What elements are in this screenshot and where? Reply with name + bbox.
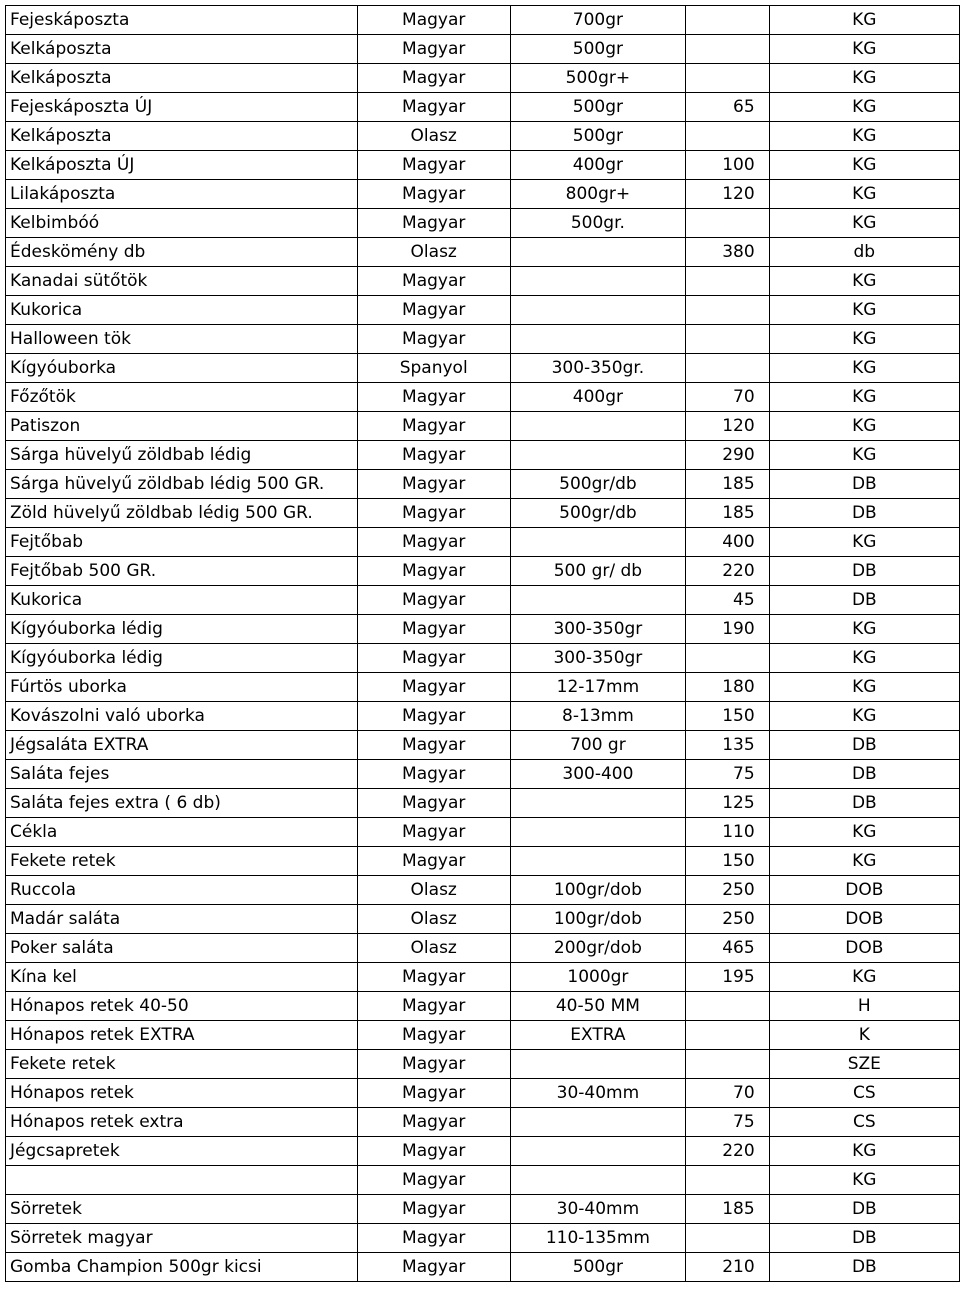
cell-size: 300-400 [510, 760, 685, 789]
cell-unit: KG [769, 122, 959, 151]
cell-unit: KG [769, 847, 959, 876]
cell-unit: KG [769, 64, 959, 93]
cell-price: 65 [686, 93, 770, 122]
cell-unit: KG [769, 151, 959, 180]
cell-name: Fekete retek [6, 1050, 358, 1079]
cell-size: 1000gr [510, 963, 685, 992]
cell-unit: DB [769, 557, 959, 586]
cell-unit: K [769, 1021, 959, 1050]
cell-size: 400gr [510, 151, 685, 180]
table-row [6, 963, 960, 992]
cell-size: 400gr [510, 383, 685, 412]
cell-origin: Magyar [357, 760, 510, 789]
table-row [6, 905, 960, 934]
cell-size: 500gr [510, 1253, 685, 1282]
cell-unit: DB [769, 1195, 959, 1224]
cell-origin: Magyar [357, 1021, 510, 1050]
cell-origin: Olasz [357, 238, 510, 267]
cell-price: 465 [686, 934, 770, 963]
table-row [6, 1137, 960, 1166]
table-row [6, 470, 960, 499]
cell-unit: KG [769, 180, 959, 209]
cell-unit: DOB [769, 905, 959, 934]
cell-price: 380 [686, 238, 770, 267]
table-row [6, 1021, 960, 1050]
cell-unit: KG [769, 644, 959, 673]
table-row [6, 412, 960, 441]
cell-unit: KG [769, 354, 959, 383]
cell-unit: DB [769, 470, 959, 499]
cell-size [510, 789, 685, 818]
cell-price [686, 325, 770, 354]
cell-origin: Magyar [357, 64, 510, 93]
cell-origin: Magyar [357, 1108, 510, 1137]
cell-name: Kelkáposzta [6, 35, 358, 64]
cell-price: 45 [686, 586, 770, 615]
cell-unit: KG [769, 441, 959, 470]
table-row [6, 267, 960, 296]
cell-unit: KG [769, 615, 959, 644]
cell-origin: Magyar [357, 441, 510, 470]
cell-name: Kelbimbóó [6, 209, 358, 238]
cell-origin: Magyar [357, 673, 510, 702]
cell-price [686, 1021, 770, 1050]
cell-name: Fejtőbab 500 GR. [6, 557, 358, 586]
cell-size [510, 586, 685, 615]
cell-unit: KG [769, 673, 959, 702]
table-row [6, 238, 960, 267]
cell-price [686, 644, 770, 673]
cell-name: Sörretek [6, 1195, 358, 1224]
cell-unit: KG [769, 818, 959, 847]
table-row [6, 876, 960, 905]
cell-size: 500gr+ [510, 64, 685, 93]
table-row [6, 615, 960, 644]
cell-price: 150 [686, 847, 770, 876]
cell-origin: Magyar [357, 992, 510, 1021]
cell-origin: Olasz [357, 905, 510, 934]
cell-unit: KG [769, 325, 959, 354]
cell-name: Patiszon [6, 412, 358, 441]
cell-origin: Magyar [357, 963, 510, 992]
table-row [6, 1253, 960, 1282]
cell-name: Kukorica [6, 296, 358, 325]
cell-price: 220 [686, 557, 770, 586]
cell-name: Jégsaláta EXTRA [6, 731, 358, 760]
table-row [6, 731, 960, 760]
cell-name: Kovászolni való uborka [6, 702, 358, 731]
cell-origin: Magyar [357, 1253, 510, 1282]
cell-price [686, 1050, 770, 1079]
cell-size: 12-17mm [510, 673, 685, 702]
cell-unit: KG [769, 267, 959, 296]
table-row [6, 6, 960, 35]
cell-size: EXTRA [510, 1021, 685, 1050]
cell-name: Kelkáposzta [6, 122, 358, 151]
table-row [6, 934, 960, 963]
cell-origin: Olasz [357, 876, 510, 905]
cell-origin: Magyar [357, 702, 510, 731]
cell-price [686, 6, 770, 35]
cell-unit: DB [769, 760, 959, 789]
price-list-table [5, 5, 960, 1282]
cell-origin: Magyar [357, 1050, 510, 1079]
cell-name: Édeskömény db [6, 238, 358, 267]
cell-size: 500gr. [510, 209, 685, 238]
cell-origin: Magyar [357, 35, 510, 64]
cell-name: Jégcsapretek [6, 1137, 358, 1166]
cell-unit: CS [769, 1079, 959, 1108]
cell-name: Fúrtös uborka [6, 673, 358, 702]
cell-origin: Magyar [357, 325, 510, 354]
cell-origin: Magyar [357, 151, 510, 180]
cell-price: 70 [686, 1079, 770, 1108]
cell-origin: Magyar [357, 209, 510, 238]
cell-name: Zöld hüvelyű zöldbab lédig 500 GR. [6, 499, 358, 528]
cell-size [510, 847, 685, 876]
table-row [6, 64, 960, 93]
cell-name: Fejeskáposzta ÚJ [6, 93, 358, 122]
table-row [6, 818, 960, 847]
cell-unit: DB [769, 499, 959, 528]
cell-price [686, 64, 770, 93]
cell-name: Hónapos retek extra [6, 1108, 358, 1137]
cell-price [686, 354, 770, 383]
table-row [6, 1050, 960, 1079]
table-row [6, 528, 960, 557]
cell-name: Fejtőbab [6, 528, 358, 557]
cell-unit: KG [769, 296, 959, 325]
cell-size [510, 1050, 685, 1079]
cell-unit: KG [769, 209, 959, 238]
cell-size [510, 1166, 685, 1195]
cell-unit: DB [769, 586, 959, 615]
cell-unit: SZE [769, 1050, 959, 1079]
table-row [6, 557, 960, 586]
cell-unit: DB [769, 789, 959, 818]
cell-origin: Magyar [357, 1079, 510, 1108]
cell-size [510, 441, 685, 470]
cell-price: 250 [686, 876, 770, 905]
cell-origin: Magyar [357, 499, 510, 528]
cell-origin: Magyar [357, 1195, 510, 1224]
table-row [6, 644, 960, 673]
cell-unit: KG [769, 35, 959, 64]
cell-price [686, 992, 770, 1021]
cell-unit: db [769, 238, 959, 267]
table-row [6, 180, 960, 209]
cell-size: 110-135mm [510, 1224, 685, 1253]
table-row [6, 441, 960, 470]
cell-size [510, 1108, 685, 1137]
cell-origin: Magyar [357, 847, 510, 876]
cell-origin: Magyar [357, 93, 510, 122]
cell-origin: Magyar [357, 470, 510, 499]
cell-name: Kelkáposzta ÚJ [6, 151, 358, 180]
cell-origin: Magyar [357, 818, 510, 847]
cell-price: 220 [686, 1137, 770, 1166]
cell-unit: H [769, 992, 959, 1021]
cell-origin: Magyar [357, 412, 510, 441]
cell-name: Poker saláta [6, 934, 358, 963]
cell-name: Sörretek magyar [6, 1224, 358, 1253]
cell-origin: Magyar [357, 1166, 510, 1195]
table-row [6, 151, 960, 180]
cell-name: Lilakáposzta [6, 180, 358, 209]
cell-price: 185 [686, 1195, 770, 1224]
cell-name: Kígyóuborka lédig [6, 615, 358, 644]
cell-unit: CS [769, 1108, 959, 1137]
cell-price [686, 209, 770, 238]
cell-origin: Magyar [357, 789, 510, 818]
table-row [6, 499, 960, 528]
cell-price [686, 1166, 770, 1195]
cell-origin: Spanyol [357, 354, 510, 383]
cell-unit: KG [769, 383, 959, 412]
cell-unit: KG [769, 412, 959, 441]
cell-size: 800gr+ [510, 180, 685, 209]
cell-price: 195 [686, 963, 770, 992]
cell-origin: Magyar [357, 6, 510, 35]
cell-unit: KG [769, 702, 959, 731]
cell-price: 75 [686, 1108, 770, 1137]
cell-price: 70 [686, 383, 770, 412]
cell-name: Kukorica [6, 586, 358, 615]
cell-unit: KG [769, 963, 959, 992]
cell-name: Főzőtök [6, 383, 358, 412]
cell-origin: Magyar [357, 644, 510, 673]
cell-origin: Magyar [357, 267, 510, 296]
cell-price: 110 [686, 818, 770, 847]
table-row [6, 296, 960, 325]
cell-size [510, 238, 685, 267]
cell-origin: Magyar [357, 1137, 510, 1166]
cell-name: Madár saláta [6, 905, 358, 934]
cell-size: 100gr/dob [510, 905, 685, 934]
cell-name: Ruccola [6, 876, 358, 905]
cell-name: Halloween tök [6, 325, 358, 354]
cell-price [686, 296, 770, 325]
table-row [6, 789, 960, 818]
cell-name: Kína kel [6, 963, 358, 992]
cell-name: Cékla [6, 818, 358, 847]
cell-price: 400 [686, 528, 770, 557]
cell-size: 300-350gr. [510, 354, 685, 383]
cell-unit: DOB [769, 934, 959, 963]
cell-unit: KG [769, 1137, 959, 1166]
cell-origin: Olasz [357, 122, 510, 151]
cell-price: 120 [686, 412, 770, 441]
cell-size: 500gr [510, 122, 685, 151]
cell-size [510, 528, 685, 557]
cell-name: Hónapos retek EXTRA [6, 1021, 358, 1050]
table-row [6, 354, 960, 383]
cell-size: 500gr [510, 35, 685, 64]
cell-size [510, 325, 685, 354]
cell-size [510, 296, 685, 325]
cell-name: Kelkáposzta [6, 64, 358, 93]
cell-origin: Magyar [357, 296, 510, 325]
cell-size: 8-13mm [510, 702, 685, 731]
cell-price [686, 267, 770, 296]
cell-price: 120 [686, 180, 770, 209]
table-row [6, 35, 960, 64]
cell-unit: DB [769, 1224, 959, 1253]
table-row [6, 1166, 960, 1195]
cell-size: 30-40mm [510, 1079, 685, 1108]
cell-origin: Magyar [357, 180, 510, 209]
cell-price: 180 [686, 673, 770, 702]
cell-unit: DOB [769, 876, 959, 905]
cell-unit: KG [769, 528, 959, 557]
table-row [6, 1224, 960, 1253]
cell-size: 100gr/dob [510, 876, 685, 905]
table-row [6, 760, 960, 789]
cell-origin: Magyar [357, 731, 510, 760]
cell-origin: Magyar [357, 557, 510, 586]
cell-name: Sárga hüvelyű zöldbab lédig [6, 441, 358, 470]
cell-price: 75 [686, 760, 770, 789]
cell-price: 135 [686, 731, 770, 760]
cell-price: 100 [686, 151, 770, 180]
table-row [6, 1108, 960, 1137]
cell-unit: DB [769, 1253, 959, 1282]
cell-size [510, 412, 685, 441]
cell-size: 40-50 MM [510, 992, 685, 1021]
cell-name: Gomba Champion 500gr kicsi [6, 1253, 358, 1282]
cell-size: 500gr/db [510, 470, 685, 499]
cell-size: 700 gr [510, 731, 685, 760]
cell-origin: Magyar [357, 528, 510, 557]
table-row [6, 847, 960, 876]
table-row [6, 702, 960, 731]
cell-name: Kígyóuborka [6, 354, 358, 383]
cell-price: 210 [686, 1253, 770, 1282]
cell-price [686, 35, 770, 64]
table-row [6, 93, 960, 122]
cell-name: Fejeskáposzta [6, 6, 358, 35]
cell-size: 200gr/dob [510, 934, 685, 963]
cell-name: Sárga hüvelyű zöldbab lédig 500 GR. [6, 470, 358, 499]
cell-size: 500gr [510, 93, 685, 122]
cell-size: 500gr/db [510, 499, 685, 528]
cell-price [686, 1224, 770, 1253]
cell-name: Kígyóuborka lédig [6, 644, 358, 673]
table-row [6, 383, 960, 412]
cell-name: Hónapos retek [6, 1079, 358, 1108]
table-row [6, 586, 960, 615]
table-row [6, 1079, 960, 1108]
table-row [6, 325, 960, 354]
table-row [6, 992, 960, 1021]
cell-name: Saláta fejes extra ( 6 db) [6, 789, 358, 818]
cell-price: 190 [686, 615, 770, 644]
cell-size: 700gr [510, 6, 685, 35]
cell-name: Saláta fejes [6, 760, 358, 789]
cell-origin: Olasz [357, 934, 510, 963]
cell-unit: KG [769, 6, 959, 35]
cell-size: 30-40mm [510, 1195, 685, 1224]
table-row [6, 673, 960, 702]
cell-name: Kanadai sütőtök [6, 267, 358, 296]
cell-origin: Magyar [357, 383, 510, 412]
cell-name: Fekete retek [6, 847, 358, 876]
table-row [6, 209, 960, 238]
cell-price: 150 [686, 702, 770, 731]
table-row [6, 1195, 960, 1224]
cell-unit: KG [769, 93, 959, 122]
cell-origin: Magyar [357, 586, 510, 615]
cell-size: 500 gr/ db [510, 557, 685, 586]
cell-name [6, 1166, 358, 1195]
cell-price: 185 [686, 499, 770, 528]
cell-size [510, 267, 685, 296]
cell-origin: Magyar [357, 1224, 510, 1253]
cell-size [510, 1137, 685, 1166]
cell-unit: KG [769, 1166, 959, 1195]
cell-price [686, 122, 770, 151]
cell-unit: DB [769, 731, 959, 760]
cell-size: 300-350gr [510, 644, 685, 673]
cell-price: 125 [686, 789, 770, 818]
cell-price: 250 [686, 905, 770, 934]
cell-price: 290 [686, 441, 770, 470]
cell-name: Hónapos retek 40-50 [6, 992, 358, 1021]
cell-size: 300-350gr [510, 615, 685, 644]
cell-origin: Magyar [357, 615, 510, 644]
price-list-body [6, 6, 960, 1282]
cell-size [510, 818, 685, 847]
table-row [6, 122, 960, 151]
cell-price: 185 [686, 470, 770, 499]
